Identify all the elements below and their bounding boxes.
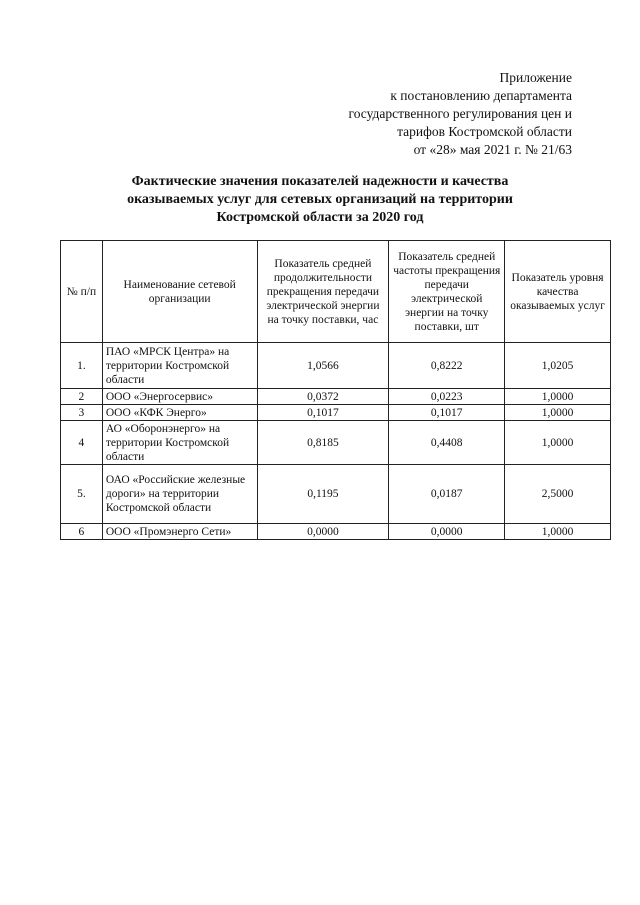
header-quality: Показатель уровня качества оказываемых услуг (505, 241, 611, 343)
row-quality: 2,5000 (505, 465, 611, 524)
table-row (61, 343, 611, 389)
approval-line-4: тарифов Костромской области (397, 124, 572, 139)
row-num: 1. (61, 343, 103, 389)
row-name: ОАО «Российские железные дороги» на территории Костромской области (102, 465, 257, 524)
header-num: № п/п (61, 241, 103, 343)
table-row (61, 421, 611, 465)
approval-block (349, 69, 572, 159)
row-frequency: 0,4408 (389, 421, 505, 465)
row-quality: 1,0205 (505, 343, 611, 389)
row-num: 5. (61, 465, 103, 524)
header-duration: Показатель средней продолжительности прекращения передачи электрической энергии на точку поставки, час (257, 241, 389, 343)
row-duration: 0,8185 (257, 421, 389, 465)
row-name: ООО «Энергосервис» (102, 389, 257, 405)
row-num: 3 (61, 405, 103, 421)
approval-line-1: Приложение (499, 70, 572, 85)
row-name: АО «Оборонэнерго» на территории Костромской области (102, 421, 257, 465)
row-name: ООО «Промэнерго Сети» (102, 524, 257, 540)
row-frequency: 0,0187 (389, 465, 505, 524)
row-name: ООО «КФК Энерго» (102, 405, 257, 421)
table-row (61, 524, 611, 540)
row-num: 2 (61, 389, 103, 405)
title-line-3: Костромской области за 2020 год (216, 210, 424, 225)
table-row (61, 405, 611, 421)
table-row (61, 389, 611, 405)
row-duration: 0,1195 (257, 465, 389, 524)
title-line-2: оказываемых услуг для сетевых организаций на территории (127, 192, 513, 207)
approval-line-2: к постановлению департамента (390, 88, 572, 103)
row-duration: 1,0566 (257, 343, 389, 389)
header-name: Наименование сетевой организации (102, 241, 257, 343)
row-duration: 0,0000 (257, 524, 389, 540)
row-num: 4 (61, 421, 103, 465)
row-quality: 1,0000 (505, 389, 611, 405)
row-duration: 0,1017 (257, 405, 389, 421)
row-frequency: 0,0223 (389, 389, 505, 405)
row-num: 6 (61, 524, 103, 540)
row-frequency: 0,1017 (389, 405, 505, 421)
row-quality: 1,0000 (505, 405, 611, 421)
reliability-table (60, 240, 611, 540)
header-frequency: Показатель средней частоты прекращения передачи электрической энергии на точку поставки, шт (389, 241, 505, 343)
approval-line-5: от «28» мая 2021 г. № 21/63 (413, 142, 572, 157)
table-header-row (61, 241, 611, 343)
row-frequency: 0,8222 (389, 343, 505, 389)
row-quality: 1,0000 (505, 524, 611, 540)
approval-line-3: государственного регулирования цен и (348, 106, 572, 121)
row-frequency: 0,0000 (389, 524, 505, 540)
row-quality: 1,0000 (505, 421, 611, 465)
table-row (61, 465, 611, 524)
row-duration: 0,0372 (257, 389, 389, 405)
document-title (0, 173, 640, 227)
row-name: ПАО «МРСК Центра» на территории Костромской области (102, 343, 257, 389)
title-line-1: Фактические значения показателей надежности и качества (131, 174, 509, 189)
